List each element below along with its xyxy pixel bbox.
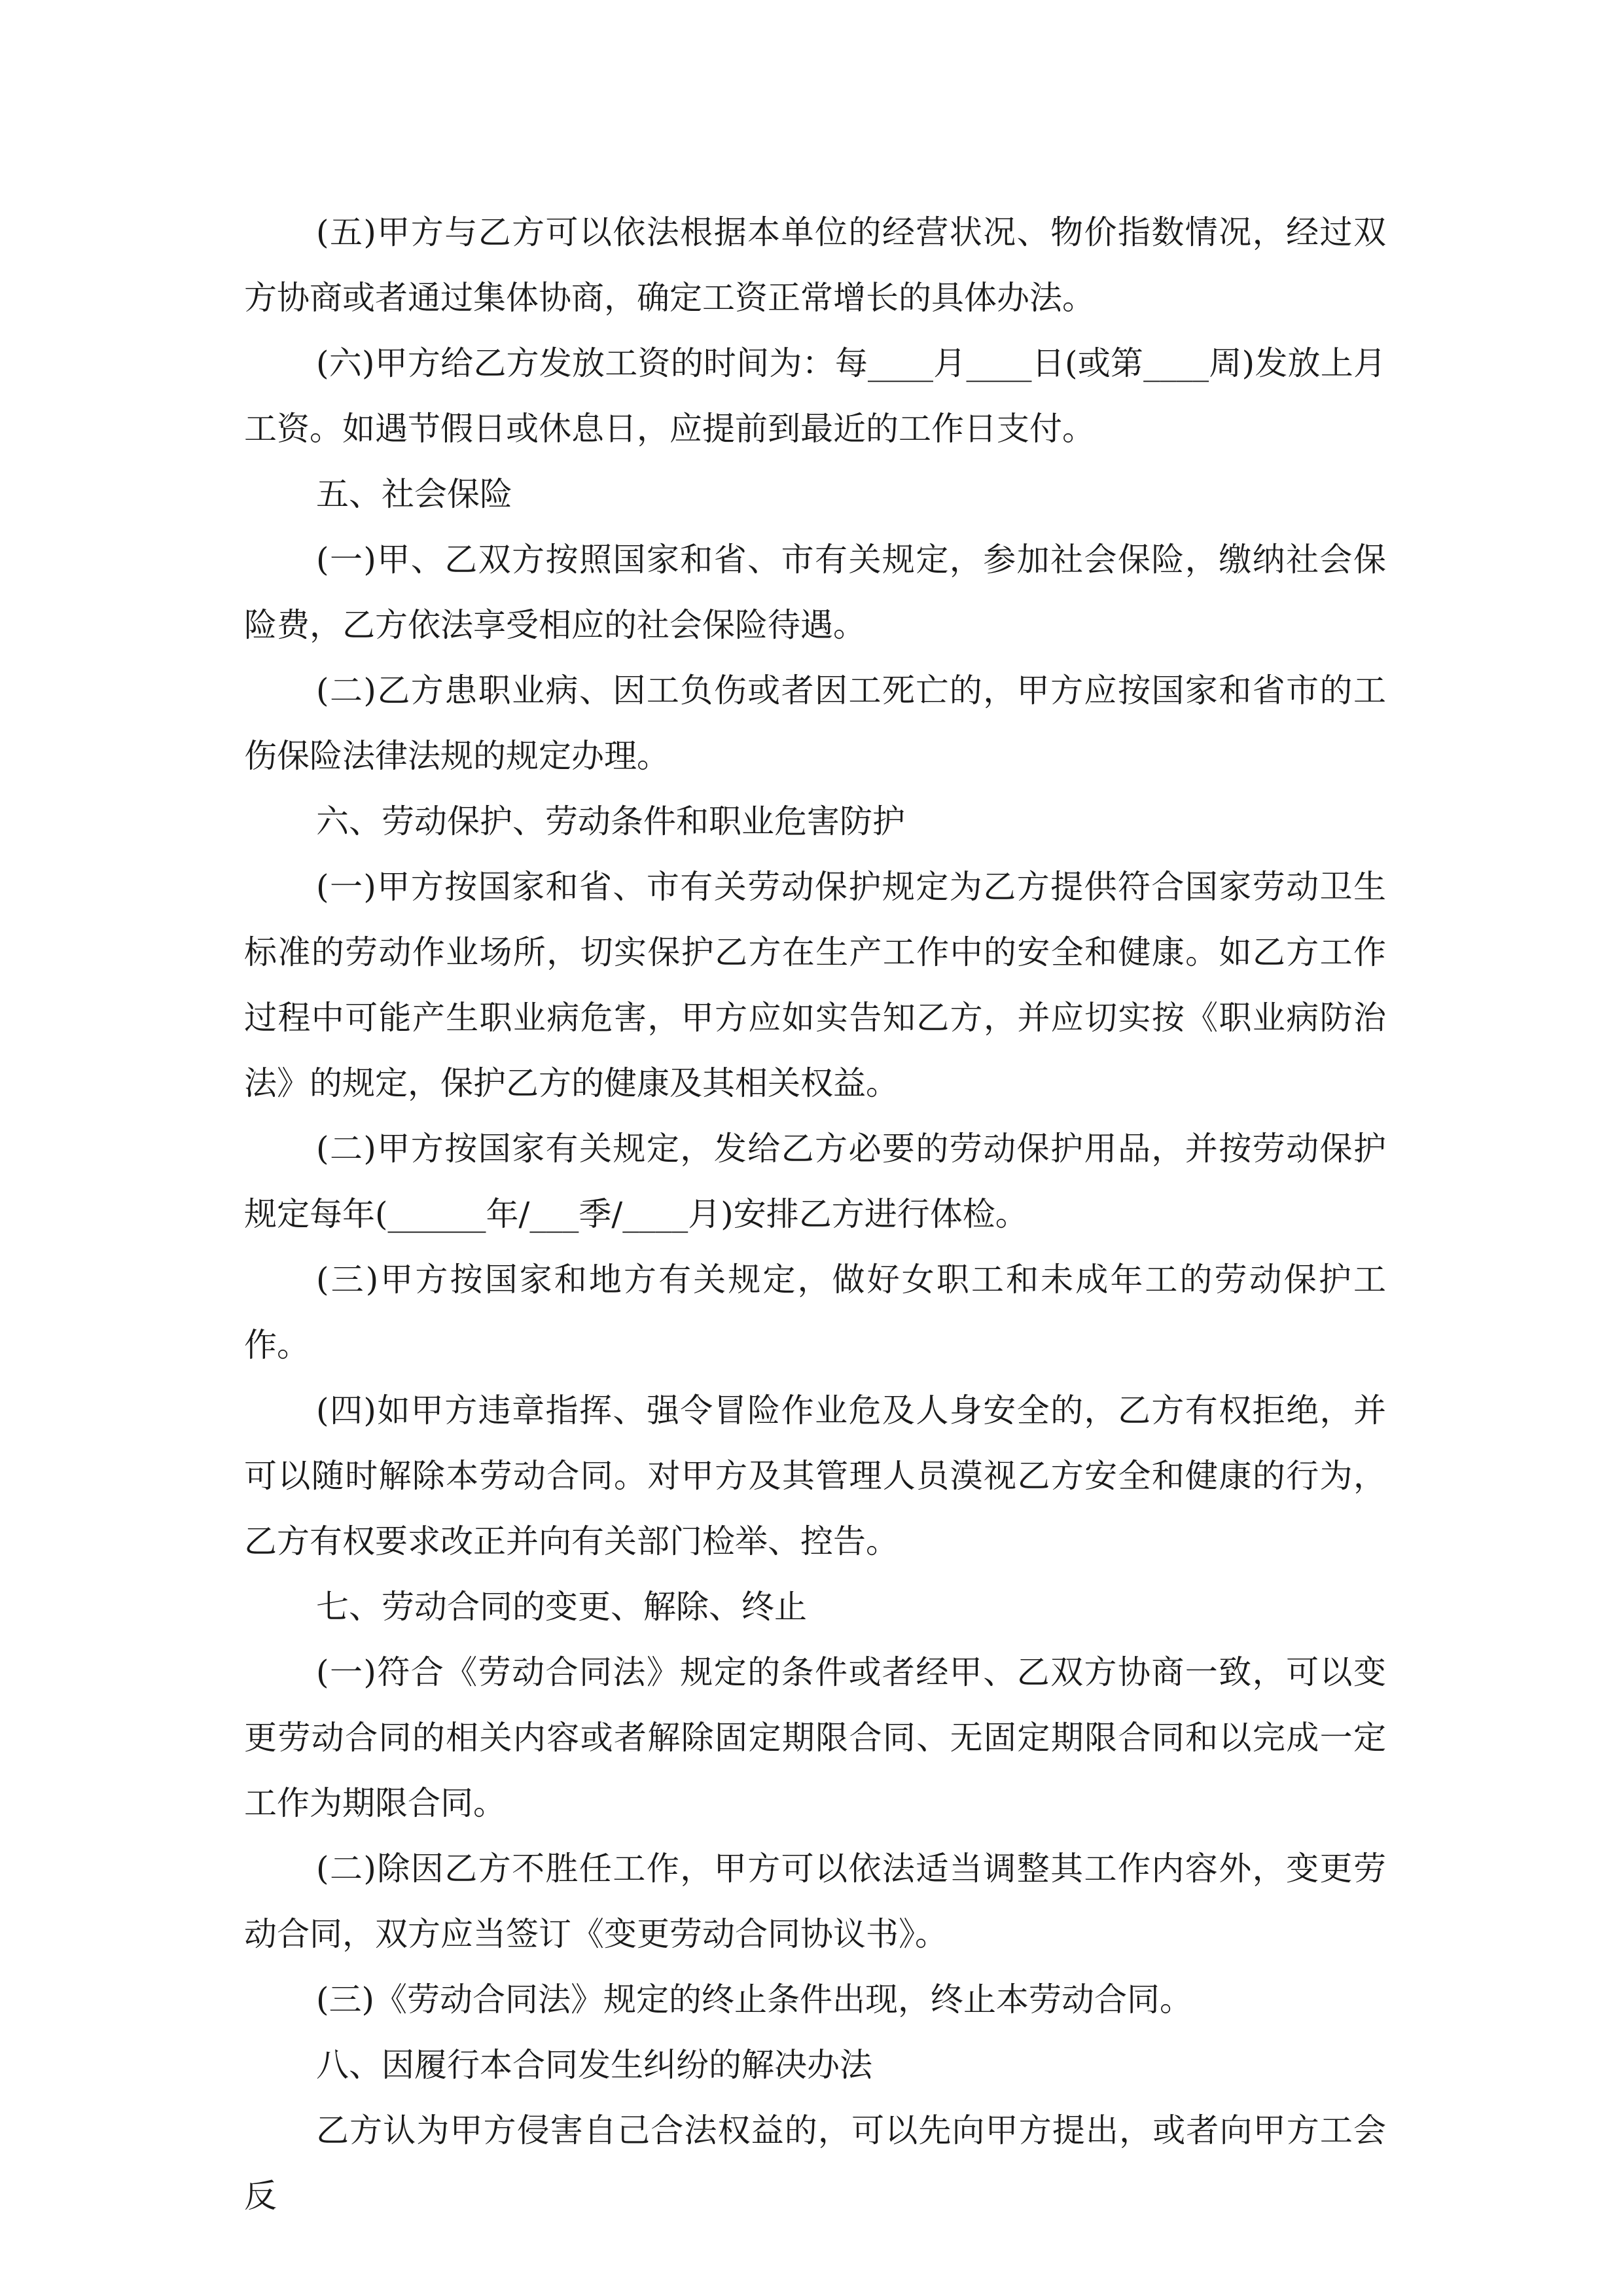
paragraph-contract-change-1: (一)符合《劳动合同法》规定的条件或者经甲、乙双方协商一致，可以变更劳动合同的相关内容或者解除固定期限合同、无固定期限合同和以完成一定工作为期限合同。 [244,1653,1386,1822]
section-heading-dispute-resolution: 八、因履行本合同发生纠纷的解决办法 [316,2046,872,2084]
paragraph-wage-payment-time: (六)甲方给乙方发放工资的时间为：每____月____日(或第____周)发放上月工资。如遇节假日或休息日，应提前到最近的工作日支付。 [244,344,1386,448]
paragraph-dispute-resolution: 乙方认为甲方侵害自己合法权益的，可以先向甲方提出，或者向甲方工会反 [244,2111,1386,2215]
paragraph-contract-change-3: (三)《劳动合同法》规定的终止条件出现，终止本劳动合同。 [316,1981,1193,2018]
section-heading-labor-protection: 六、劳动保护、劳动条件和职业危害防护 [316,802,905,840]
paragraph-social-insurance-1: (一)甲、乙双方按照国家和省、市有关规定，参加社会保险，缴纳社会保险费，乙方依法享受相应的社会保险待遇。 [244,541,1386,644]
document-body [244,200,1386,2229]
paragraph-social-insurance-2: (二)乙方患职业病、因工负伤或者因工死亡的，甲方应按国家和省市的工伤保险法律法规的规定办理。 [244,672,1386,775]
paragraph-labor-protection-3: (三)甲方按国家和地方有关规定，做好女职工和未成年工的劳动保护工作。 [244,1261,1386,1364]
paragraph-labor-protection-2: (二)甲方按国家有关规定，发给乙方必要的劳动保护用品，并按劳动保护规定每年(______年/___季/____月)安排乙方进行体检。 [244,1130,1386,1233]
paragraph-labor-protection-4: (四)如甲方违章指挥、强令冒险作业危及人身安全的，乙方有权拒绝，并可以随时解除本劳动合同。对甲方及其管理人员漠视乙方安全和健康的行为，乙方有权要求改正并向有关部门检举、控告。 [244,1391,1386,1560]
paragraph-labor-protection-1: (一)甲方按国家和省、市有关劳动保护规定为乙方提供符合国家劳动卫生标准的劳动作业场所，切实保护乙方在生产工作中的安全和健康。如乙方工作过程中可能产生职业病危害，甲方应如实告知乙方，并应切实按《职业病防治法》的规定，保护乙方的健康及其相关权益。 [244,868,1386,1102]
section-heading-contract-change: 七、劳动合同的变更、解除、终止 [316,1588,807,1626]
paragraph-contract-change-2: (二)除因乙方不胜任工作，甲方可以依法适当调整其工作内容外，变更劳动合同，双方应当签订《变更劳动合同协议书》。 [244,1850,1386,1953]
section-heading-social-insurance: 五、社会保险 [316,475,512,513]
paragraph-wage-increase: (五)甲方与乙方可以依法根据本单位的经营状况、物价指数情况，经过双方协商或者通过集体协商，确定工资正常增长的具体办法。 [244,213,1386,317]
